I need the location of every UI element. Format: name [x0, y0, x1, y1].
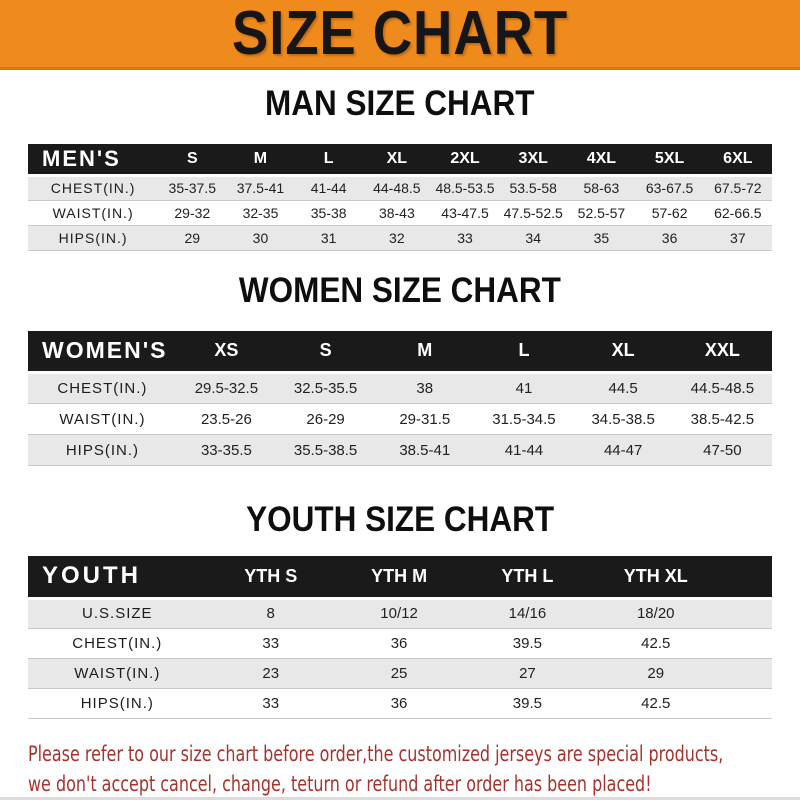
size-value: 57-62 — [636, 200, 704, 225]
size-value: 44.5-48.5 — [673, 373, 772, 404]
column-header: XL — [574, 331, 673, 373]
size-value: 41-44 — [474, 435, 573, 466]
table-corner-label: YOUTH — [28, 556, 207, 598]
size-value: 35.5-38.5 — [276, 435, 375, 466]
size-value: 41 — [474, 373, 573, 404]
size-value: 29-31.5 — [375, 404, 474, 435]
size-value: 36 — [335, 628, 463, 658]
size-value: 26-29 — [276, 404, 375, 435]
size-value: 23 — [207, 658, 335, 688]
disclaimer-line-1: Please refer to our size chart before order,the customized jerseys are special products, — [28, 741, 724, 766]
table-row — [28, 628, 772, 658]
table-row — [28, 435, 772, 466]
men-section-heading — [0, 86, 800, 126]
column-header: S — [158, 144, 226, 175]
size-value: 36 — [636, 225, 704, 250]
youth-section-heading — [0, 502, 800, 542]
size-value: 43-47.5 — [431, 200, 499, 225]
size-value: 62-66.5 — [704, 200, 772, 225]
column-header: L — [295, 144, 363, 175]
size-value: 34 — [499, 225, 567, 250]
size-value: 35-38 — [295, 200, 363, 225]
size-value: 29 — [592, 658, 720, 688]
column-header: 4XL — [567, 144, 635, 175]
size-value: 44.5 — [574, 373, 673, 404]
banner-title: SIZE CHART — [231, 0, 569, 68]
size-value: 52.5-57 — [567, 200, 635, 225]
size-value: 44-47 — [574, 435, 673, 466]
size-value: 35 — [567, 225, 635, 250]
size-value: 25 — [335, 658, 463, 688]
filler-cell — [720, 688, 772, 718]
column-header: YTH M — [335, 556, 463, 598]
size-chart-banner — [0, 0, 800, 70]
table-row — [28, 175, 772, 200]
row-label: HIPS(IN.) — [28, 225, 158, 250]
women-section-heading — [0, 270, 800, 313]
size-value: 10/12 — [335, 598, 463, 628]
row-label: HIPS(IN.) — [28, 435, 177, 466]
table-corner-label: WOMEN'S — [28, 331, 177, 373]
filler-cell — [720, 628, 772, 658]
row-label: WAIST(IN.) — [28, 658, 207, 688]
size-value: 39.5 — [463, 628, 591, 658]
size-value: 39.5 — [463, 688, 591, 718]
header-row — [28, 144, 772, 175]
size-value: 33 — [431, 225, 499, 250]
column-header: XXL — [673, 331, 772, 373]
size-value: 29.5-32.5 — [177, 373, 276, 404]
header-row — [28, 331, 772, 373]
men-size-table — [28, 144, 772, 251]
table-row — [28, 598, 772, 628]
size-value: 30 — [226, 225, 294, 250]
size-value: 29-32 — [158, 200, 226, 225]
table-row — [28, 225, 772, 250]
table-row — [28, 688, 772, 718]
size-value: 18/20 — [592, 598, 720, 628]
size-value: 37.5-41 — [226, 175, 294, 200]
size-value: 32.5-35.5 — [276, 373, 375, 404]
size-value: 37 — [704, 225, 772, 250]
size-value: 14/16 — [463, 598, 591, 628]
size-value: 35-37.5 — [158, 175, 226, 200]
size-value: 36 — [335, 688, 463, 718]
size-value: 53.5-58 — [499, 175, 567, 200]
size-value: 34.5-38.5 — [574, 404, 673, 435]
filler-cell — [720, 658, 772, 688]
size-value: 63-67.5 — [636, 175, 704, 200]
table-row — [28, 404, 772, 435]
size-value: 38.5-42.5 — [673, 404, 772, 435]
column-header: XS — [177, 331, 276, 373]
size-value: 29 — [158, 225, 226, 250]
row-label: WAIST(IN.) — [28, 404, 177, 435]
size-value: 44-48.5 — [363, 175, 431, 200]
table-row — [28, 200, 772, 225]
size-value: 47-50 — [673, 435, 772, 466]
size-value: 41-44 — [295, 175, 363, 200]
women-section — [0, 270, 800, 467]
column-header: YTH XL — [592, 556, 720, 598]
size-value: 38.5-41 — [375, 435, 474, 466]
size-value: 48.5-53.5 — [431, 175, 499, 200]
column-header: 2XL — [431, 144, 499, 175]
women-heading-text: WOMEN SIZE CHART — [238, 270, 561, 310]
column-header: 6XL — [704, 144, 772, 175]
size-value: 31 — [295, 225, 363, 250]
column-header: S — [276, 331, 375, 373]
women-size-table — [28, 331, 772, 467]
size-value: 58-63 — [567, 175, 635, 200]
size-value: 33-35.5 — [177, 435, 276, 466]
filler-cell — [720, 598, 772, 628]
column-header: YTH L — [463, 556, 591, 598]
size-value: 23.5-26 — [177, 404, 276, 435]
filler-cell — [720, 556, 772, 598]
size-value: 8 — [207, 598, 335, 628]
men-heading-text: MAN SIZE CHART — [265, 84, 535, 123]
size-value: 67.5-72 — [704, 175, 772, 200]
row-label: CHEST(IN.) — [28, 175, 158, 200]
size-value: 33 — [207, 628, 335, 658]
men-section — [0, 86, 800, 251]
youth-section — [0, 502, 800, 719]
table-row — [28, 658, 772, 688]
column-header: 5XL — [636, 144, 704, 175]
table-row — [28, 373, 772, 404]
column-header: L — [474, 331, 573, 373]
size-value: 42.5 — [592, 688, 720, 718]
table-corner-label: MEN'S — [28, 144, 158, 175]
column-header: M — [226, 144, 294, 175]
column-header: M — [375, 331, 474, 373]
size-value: 47.5-52.5 — [499, 200, 567, 225]
header-row — [28, 556, 772, 598]
column-header: YTH S — [207, 556, 335, 598]
row-label: CHEST(IN.) — [28, 373, 177, 404]
youth-size-table — [28, 556, 772, 719]
disclaimer-line-2: we don't accept cancel, change, teturn or refund after order has been placed! — [28, 771, 652, 796]
size-value: 27 — [463, 658, 591, 688]
row-label: CHEST(IN.) — [28, 628, 207, 658]
disclaimer — [28, 739, 800, 799]
size-value: 31.5-34.5 — [474, 404, 573, 435]
size-value: 32-35 — [226, 200, 294, 225]
row-label: WAIST(IN.) — [28, 200, 158, 225]
column-header: 3XL — [499, 144, 567, 175]
size-value: 33 — [207, 688, 335, 718]
column-header: XL — [363, 144, 431, 175]
size-value: 32 — [363, 225, 431, 250]
row-label: HIPS(IN.) — [28, 688, 207, 718]
row-label: U.S.SIZE — [28, 598, 207, 628]
size-value: 42.5 — [592, 628, 720, 658]
size-value: 38 — [375, 373, 474, 404]
youth-heading-text: YOUTH SIZE CHART — [245, 500, 554, 539]
size-value: 38-43 — [363, 200, 431, 225]
